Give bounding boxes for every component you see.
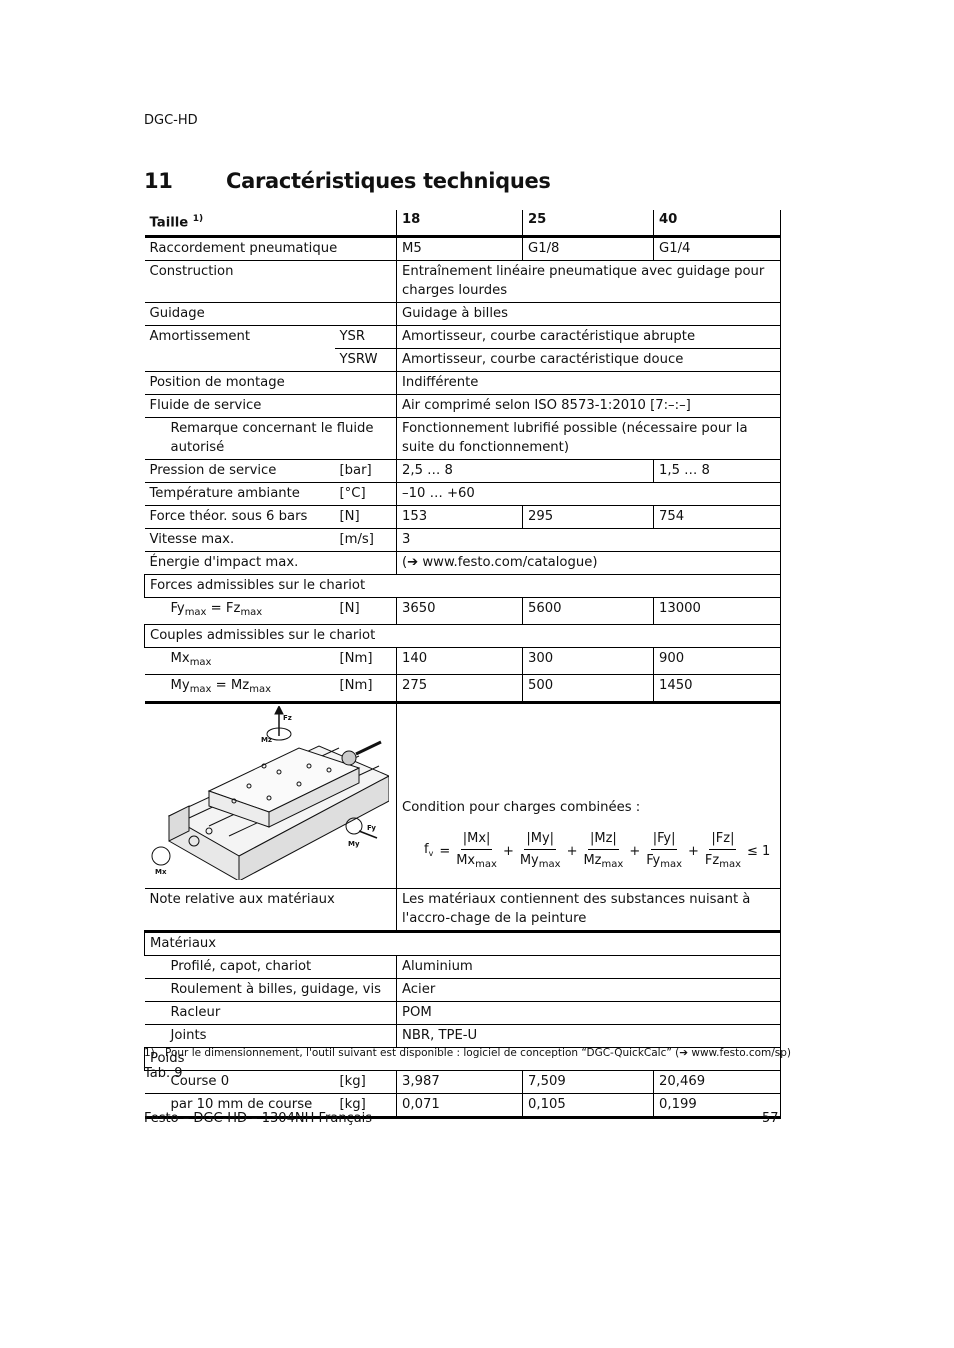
table-row: Forces admissibles sur le chariot: [145, 575, 781, 598]
table-row: Remarque concernant le fluide autorisé Fonctionnement lubrifié possible (nécessaire pour la suite du fonctionnement): [145, 418, 781, 460]
table-row: Amortissement YSR Amortisseur, courbe caractéristique abrupte: [145, 326, 781, 349]
table-row: Température ambiante [°C] –10 … +60: [145, 483, 781, 506]
table-row: Force théor. sous 6 bars [N] 153 295 754: [145, 506, 781, 529]
svg-text:Mx: Mx: [154, 868, 166, 877]
size-18-header: 18: [397, 210, 523, 237]
table-row: Couples admissibles sur le chariot: [145, 625, 781, 648]
table-row: Poids: [145, 1048, 781, 1071]
section-title: Caractéristiques techniques: [226, 169, 551, 193]
table-row: Note relative aux matériaux Les matériaux contiennent des substances nuisant à l'accro-chage de la peinture: [145, 889, 781, 932]
section-number: 11: [144, 169, 173, 193]
table-header-row: [145, 210, 781, 237]
table-row: $My_{max} = Mz_{max}$ [Nm] 275 500 1450: [145, 675, 781, 703]
table-row: Fluide de service Air comprimé selon ISO 8573-1:2010 [7:–:–]: [145, 395, 781, 418]
combined-load-cell: [397, 703, 781, 889]
svg-text:My: My: [347, 840, 360, 849]
table-row: $Mx_{max}$ [Nm] 140 300 900: [145, 648, 781, 675]
svg-text:Fz: Fz: [282, 714, 292, 723]
table-row: par 10 mm de course [kg] 0,071 0,105 0,199: [145, 1094, 781, 1118]
table-caption: Tab. 9: [144, 1066, 183, 1081]
slide-load-diagram: [149, 706, 389, 880]
table-row: Raccordement pneumatique M5 G1/8 G1/4: [145, 237, 781, 261]
technical-data-table: [144, 210, 781, 1119]
svg-text:Mz: Mz: [260, 736, 272, 745]
document-code: DGC-HD: [144, 113, 198, 128]
section-heading: [144, 169, 551, 193]
table-row: Pression de service [bar] 2,5 … 8 1,5 … 8: [145, 460, 781, 483]
fy-fz-label: $Fy_{max} = Fz_{max}$: [145, 598, 335, 625]
table-row: Guidage Guidage à billes: [145, 303, 781, 326]
size-25-header: 25: [523, 210, 654, 237]
table-footnote: 1) Pour le dimensionnement, l'outil suivant est disponible : logiciel de conception “DGC-QuickCalc” (➔ www.festo.com/sp): [144, 1047, 792, 1059]
table-row: Énergie d'impact max. (➔ www.festo.com/catalogue): [145, 552, 781, 575]
my-mz-label: $My_{max} = Mz_{max}$: [145, 675, 335, 703]
svg-text:Fy: Fy: [366, 824, 376, 833]
table-row: Roulement à billes, guidage, vis Acier: [145, 979, 781, 1002]
table-row: Racleur POM: [145, 1002, 781, 1025]
combined-load-label: Condition pour charges combinées :: [402, 800, 641, 816]
table-row: Course 0 [kg] 3,987 7,509 20,469: [145, 1071, 781, 1094]
table-row: Joints NBR, TPE-U: [145, 1025, 781, 1048]
taille-header: Taille $^{1)}$: [149, 214, 204, 231]
load-diagram-cell: [145, 703, 397, 889]
table-row: $Fy_{max} = Fz_{max}$ [N] 3650 5600 13000: [145, 598, 781, 625]
table-row: Construction Entraînement linéaire pneumatique avec guidage pour charges lourdes: [145, 261, 781, 303]
table-row: Position de montage Indifférente: [145, 372, 781, 395]
size-40-header: 40: [654, 210, 781, 237]
table-row: YSRW Amortisseur, courbe caractéristique douce: [145, 349, 781, 372]
table-row: [145, 703, 781, 889]
mx-label: $Mx_{max}$: [145, 648, 335, 675]
table-row: Matériaux: [145, 932, 781, 956]
page-footer-title: Festo – DGC-HD – 1304NH Français: [144, 1111, 373, 1126]
combined-load-formula: $f_v$ = $\frac{|Mx|}{Mx_{max}}$ + $\frac{|My|}{My_{max}}$ + $\frac{|Mz|}{Mz_{max}}$ + $\frac{|Fy|}{Fy_{max}}$ + $\frac{|Fz|}{Fz_{max}}$ ≤ 1: [424, 831, 771, 871]
page-number: 57: [762, 1111, 779, 1126]
table-row: Vitesse max. [m/s] 3: [145, 529, 781, 552]
table-row: Profilé, capot, chariot Aluminium: [145, 956, 781, 979]
